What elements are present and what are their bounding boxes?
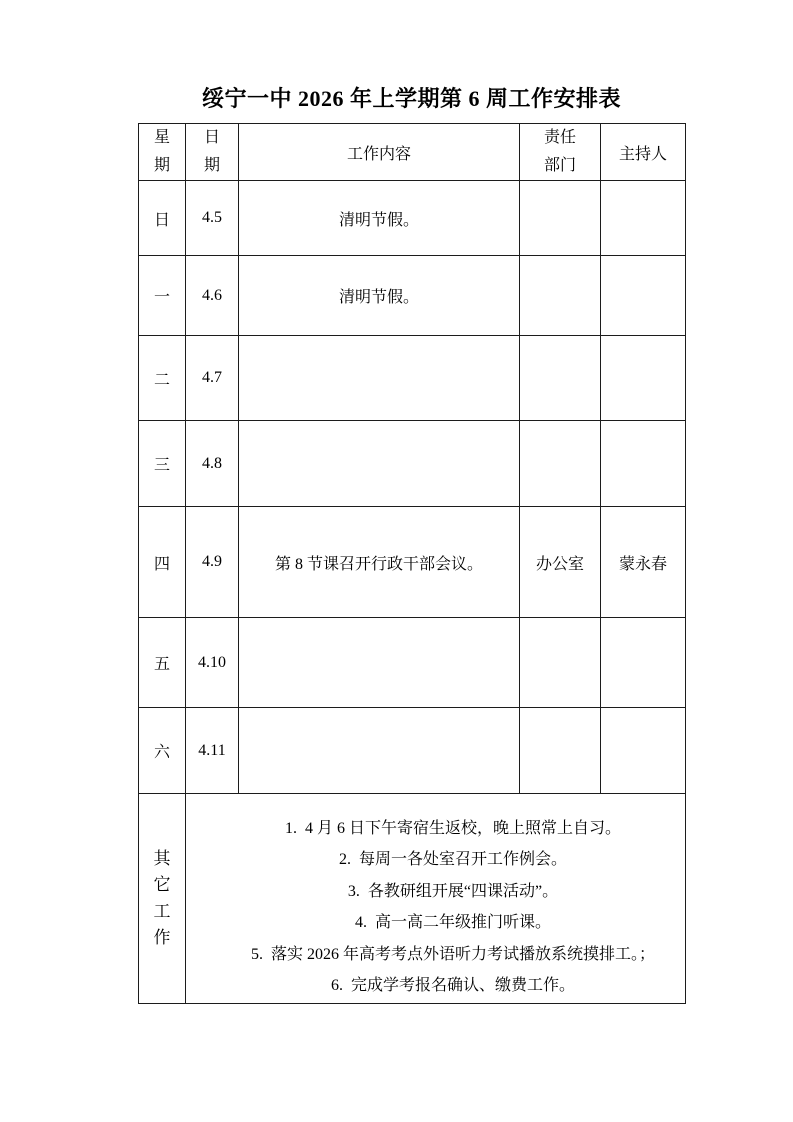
weekday-cell: 三	[139, 421, 186, 507]
other-work-list	[186, 796, 685, 1002]
item-number: 6.	[330, 977, 343, 994]
content-cell	[239, 336, 520, 421]
weekday-cell: 日	[139, 181, 186, 256]
document-title: 绥宁一中 2026 年上学期第 6 周工作安排表	[201, 86, 621, 111]
department-cell	[520, 421, 601, 507]
content-cell	[239, 618, 520, 708]
department-cell	[520, 181, 601, 256]
content-cell: 第 8 节课召开行政干部会议。	[239, 507, 520, 618]
schedule-row-sunday	[139, 181, 686, 256]
host-cell	[601, 256, 686, 336]
content-cell	[239, 708, 520, 794]
weekday-cell: 五	[139, 618, 186, 708]
item-number: 1.	[284, 819, 297, 837]
weekday-cell: 四	[139, 507, 186, 618]
host-cell	[601, 181, 686, 256]
other-work-label-cell	[139, 794, 186, 1004]
weekday-cell: 二	[139, 336, 186, 421]
col-header-weekday	[139, 124, 186, 181]
col-header-weekday-label: 星期	[153, 129, 170, 174]
col-header-date-label: 日期	[203, 129, 220, 174]
content-cell: 清明节假。	[239, 181, 520, 256]
host-cell: 蒙永春	[601, 507, 686, 618]
col-header-host: 主持人	[601, 124, 686, 181]
weekday-cell: 一	[139, 256, 186, 336]
host-cell	[601, 618, 686, 708]
content-cell	[239, 421, 520, 507]
date-cell: 4.5	[186, 181, 239, 256]
schedule-row-thursday	[139, 507, 686, 618]
item-number: 2.	[338, 851, 351, 868]
item-text: 4 月 6 日下午寄宿生返校，晚上照常上自习。	[304, 819, 621, 837]
item-text: 落实 2026 年高考考点外语听力考试播放系统摸排工。；	[270, 945, 655, 963]
other-work-item	[221, 813, 677, 845]
item-number: 4.	[354, 914, 367, 931]
schedule-row-monday	[139, 256, 686, 336]
col-header-content: 工作内容	[239, 124, 520, 181]
date-cell: 4.6	[186, 256, 239, 336]
item-number: 3.	[347, 882, 360, 900]
date-cell: 4.7	[186, 336, 239, 421]
schedule-row-wednesday	[139, 421, 686, 507]
col-header-date	[186, 124, 239, 181]
schedule-row-friday	[139, 618, 686, 708]
date-cell: 4.8	[186, 421, 239, 507]
department-cell	[520, 256, 601, 336]
item-text: 高一高二年级推门听课。	[374, 914, 551, 931]
host-cell	[601, 708, 686, 794]
item-text: 每周一各处室召开工作例会。	[358, 851, 567, 868]
content-cell: 清明节假。	[239, 256, 520, 336]
other-work-label: 其它工作	[153, 848, 171, 947]
item-text: 各教研组开展“四课活动”。	[367, 882, 559, 900]
col-header-department	[520, 124, 601, 181]
col-header-department-label: 责任部门	[543, 129, 576, 174]
department-cell: 办公室	[520, 507, 601, 618]
other-work-item	[221, 970, 677, 1002]
weekday-cell: 六	[139, 708, 186, 794]
other-work-content-cell	[186, 794, 686, 1004]
date-cell: 4.11	[186, 708, 239, 794]
item-number: 5.	[250, 945, 263, 963]
host-cell	[601, 421, 686, 507]
department-cell	[520, 336, 601, 421]
date-cell: 4.9	[186, 507, 239, 618]
schedule-row-tuesday	[139, 336, 686, 421]
item-text: 完成学考报名确认、缴费工作。	[350, 977, 575, 994]
department-cell	[520, 618, 601, 708]
department-cell	[520, 708, 601, 794]
other-work-item	[221, 907, 677, 939]
schedule-table	[138, 123, 686, 1004]
schedule-row-saturday	[139, 708, 686, 794]
other-work-item	[221, 939, 677, 971]
date-cell: 4.10	[186, 618, 239, 708]
other-work-item	[221, 876, 677, 908]
other-work-item	[221, 844, 677, 876]
host-cell	[601, 336, 686, 421]
header-row	[139, 124, 686, 181]
other-work-row	[139, 794, 686, 1004]
